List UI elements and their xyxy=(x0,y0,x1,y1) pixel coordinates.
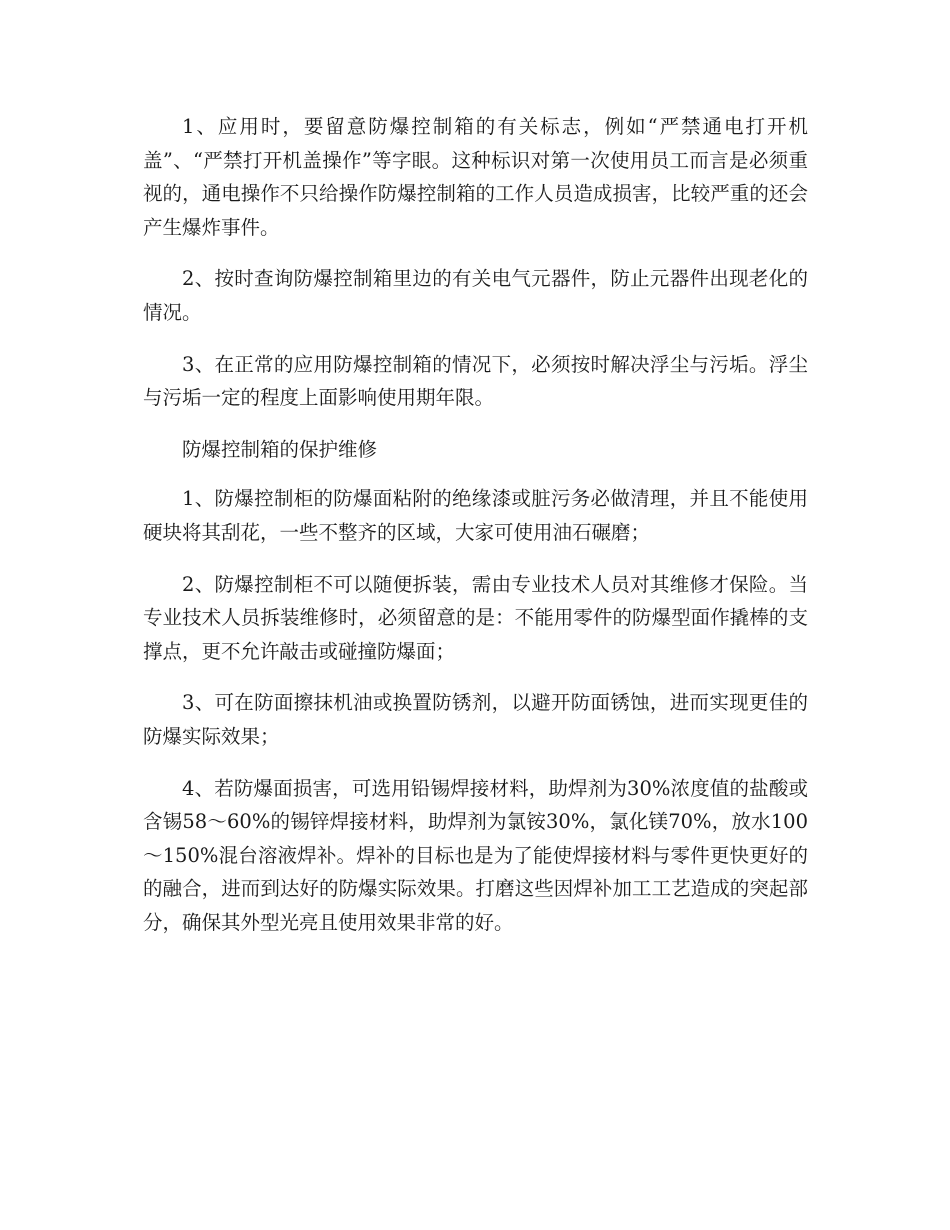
paragraph-clean-explosion-surface: 1、防爆控制柜的防爆面粘附的绝缘漆或脏污务必做清理，并且不能使用硬块将其刮花，一些不整齐的区域，大家可使用油石碾磨； xyxy=(143,487,808,544)
paragraph-usage-warning-labels: 1、应用时，要留意防爆控制箱的有关标志，例如“严禁通电打开机盖”、“严禁打开机盖操作”等字眼。这种标识对第一次使用员工而言是必须重视的，通电操作不只给操作防爆控制箱的工作人员造成损害，比较严重的还会产生爆炸事件。 xyxy=(143,115,808,239)
paragraph-disassembly-rules: 2、防爆控制柜不可以随便拆装，需由专业技术人员对其维修才保险。当专业技术人员拆装维修时，必须留意的是：不能用零件的防爆型面作撬棒的支撑点，更不允许敲击或碰撞防爆面； xyxy=(143,572,808,663)
paragraph-anti-rust: 3、可在防面擦抹机油或换置防锈剂，以避开防面锈蚀，进而实现更佳的防爆实际效果； xyxy=(143,691,808,748)
paragraph-clean-dust: 3、在正常的应用防爆控制箱的情况下，必须按时解决浮尘与污垢。浮尘与污垢一定的程度上面影响使用期年限。 xyxy=(143,352,808,410)
paragraph-check-electrical-components: 2、按时查询防爆控制箱里边的有关电气元器件，防止元器件出现老化的情况。 xyxy=(143,267,808,324)
paragraph-surface-repair-welding: 4、若防爆面损害，可选用铅锡焊接材料，助焊剂为30%浓度值的盐酸或含锡58～60%的锡锌焊接材料，助焊剂为氯铵30%，氯化镁70%，放水100～150%混台溶液焊补。焊补的目标也是为了能使焊接材料与零件更快更好的的融合，进而到达好的防爆实际效果。打磨这些因焊补加工工艺造成的突起部分，确保其外型光亮且使用效果非常的好。 xyxy=(143,776,808,934)
section-heading-maintenance: 防爆控制箱的保护维修 xyxy=(182,437,378,461)
document-page xyxy=(143,110,808,957)
